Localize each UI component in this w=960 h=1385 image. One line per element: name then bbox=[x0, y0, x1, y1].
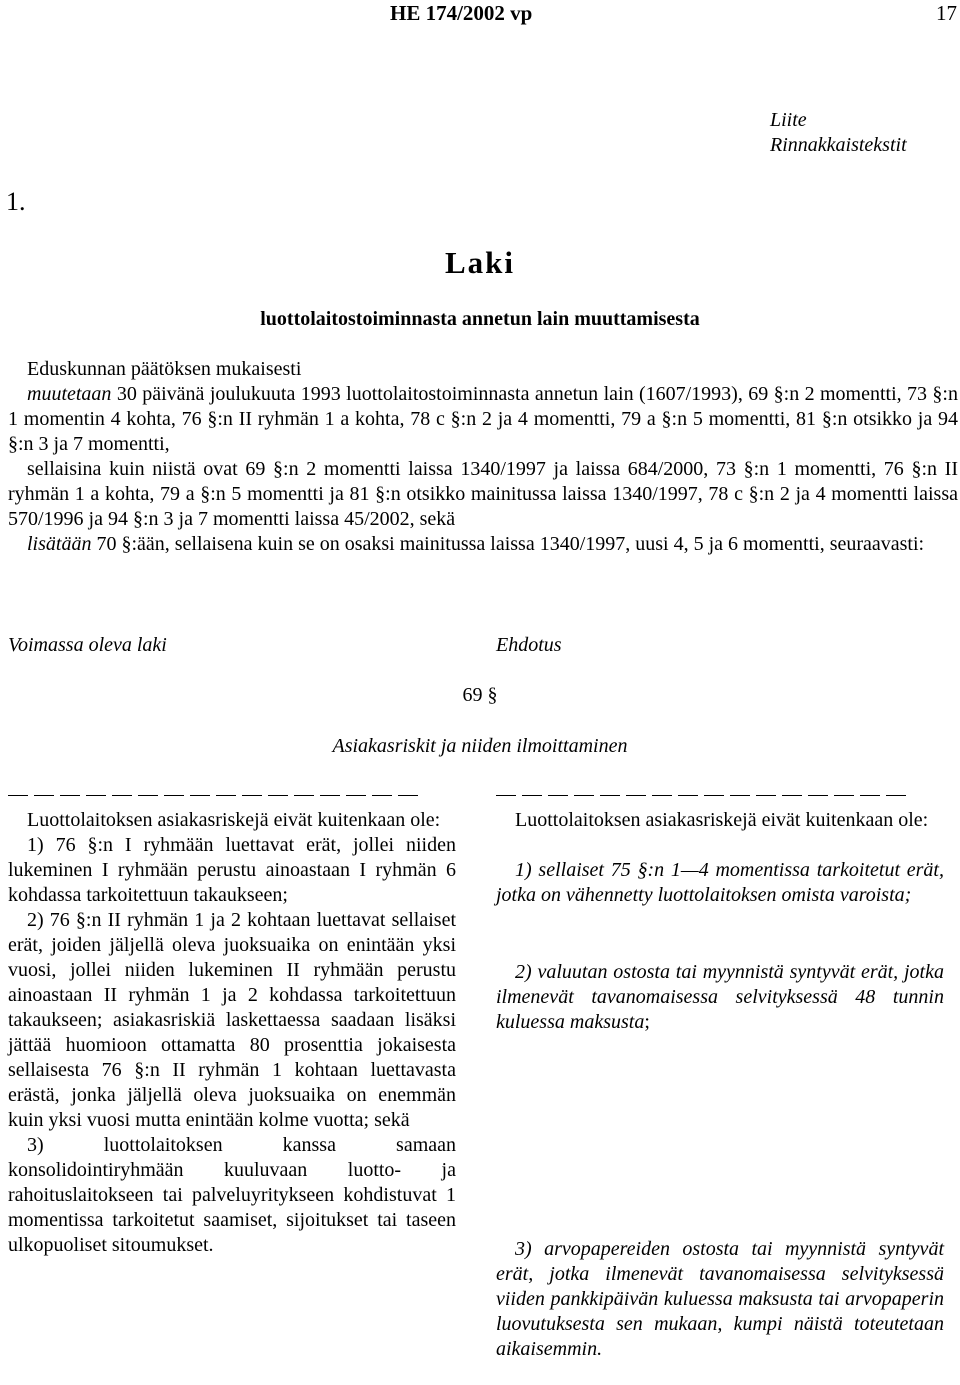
current-law-intro: Luottolaitoksen asiakasriskejä eivät kuitenkaan ole: bbox=[27, 809, 441, 831]
proposal-intro-block bbox=[496, 808, 944, 833]
law-title: Laki bbox=[444, 245, 516, 280]
proposal-item-1: 1) sellaiset 75 §:n 1—4 momentissa tarkoitetut erät, jotka on vähennetty luottolaitoksen omista varoista; bbox=[496, 859, 944, 906]
current-law-column bbox=[8, 808, 456, 1258]
document-id: HE 174/2002 vp bbox=[390, 1, 533, 25]
current-law-heading: Voimassa oleva laki bbox=[8, 634, 167, 656]
page-number: 17 bbox=[936, 1, 957, 25]
current-form-paragraph: sellaisina kuin niistä ovat 69 §:n 2 momentti laissa 1340/1997 ja laissa 684/2000, 73 §:n 1 momentti, 76 §:n II ryhmän 1 a kohta, 79 a §:n 5 momentti ja 81 §:n otsikko mainitussa laissa 1340/1997, 78 c §:n 2 ja 4 momentti laissa 570/1996 ja 94 §:n 3 ja 7 momentti laissa 45/2002, sekä bbox=[8, 458, 958, 530]
proposal-item-2-text: 2) valuutan ostosta tai myynnistä syntyvät erät, jotka ilmenevät tavanomaisessa selvityksessä 48 tunnin kuluessa maksusta bbox=[496, 961, 944, 1033]
current-law-item-3: 3) luottolaitoksen kanssa samaan konsolidointiryhmään kuuluvaan luotto- ja rahoituslaitokseen tai palveluyritykseen kohdistuvat 1 momentissa tarkoitetut saamiset, sijoitukset tai taseen ulkopuoliset sitoumukset. bbox=[8, 1134, 456, 1256]
proposal-heading: Ehdotus bbox=[496, 634, 562, 656]
proposal-item-2-block bbox=[496, 960, 944, 1035]
section-number: 69 § bbox=[462, 684, 498, 706]
current-law-item-1: 1) 76 §:n I ryhmään luettavat erät, jollei niiden lukeminen I ryhmään perustu ainoastaan I ryhmän 6 kohdassa tarkoitettuun takaukseen; bbox=[8, 834, 456, 906]
law-number: 1. bbox=[6, 187, 26, 216]
proposal-item-3: 3) arvopapereiden ostosta tai myynnistä syntyvät erät, jotka ilmenevät tavanomaisessa selvityksessä viiden pankkipäivän kuluessa maksusta tai arvopaperin luovutuksesta sen mukaan, kumpi näistä toteutetaan aikaisemmin. bbox=[496, 1238, 944, 1360]
proposal-intro: Luottolaitoksen asiakasriskejä eivät kuitenkaan ole: bbox=[515, 809, 929, 831]
amendment-text: 30 päivänä joulukuuta 1993 luottolaitostoiminnasta annetun lain (1607/1993), 69 §:n 2 momentti, 73 §:n 1 momentin 4 kohta, 76 §:n II ryhmän 1 a kohta, 78 c §:n 2 ja 4 momentti, 79 a §:n 5 momentti, 81 §:n otsikko ja 94 §:n 3 ja 7 momentti, bbox=[8, 383, 958, 455]
addition-verb: lisätään bbox=[27, 533, 92, 555]
addition-text: 70 §:ään, sellaisena kuin se on osaksi mainitussa laissa 1340/1997, uusi 4, 5 ja 6 momentti, seuraavasti: bbox=[91, 533, 925, 555]
proposal-item-2-end: ; bbox=[644, 1011, 650, 1033]
amendment-paragraph bbox=[8, 382, 958, 457]
amendment-verb: muutetaan bbox=[27, 383, 112, 405]
section-title: Asiakasriskit ja niiden ilmoittaminen bbox=[332, 735, 628, 757]
annex-line-1: Liite bbox=[770, 109, 807, 131]
annex-line-2: Rinnakkaistekstit bbox=[770, 134, 907, 156]
omission-dashes-right bbox=[496, 783, 906, 796]
annex-label bbox=[770, 108, 907, 158]
proposal-item-3-block bbox=[496, 1237, 944, 1362]
enactment-clause bbox=[8, 357, 958, 557]
proposal-item-2 bbox=[496, 960, 944, 1035]
omission-dashes-left bbox=[8, 783, 418, 796]
addition-paragraph bbox=[8, 532, 958, 557]
proposal-item-1-block bbox=[496, 858, 944, 908]
enactment-line: Eduskunnan päätöksen mukaisesti bbox=[27, 358, 302, 380]
current-law-item-2: 2) 76 §:n II ryhmän 1 ja 2 kohtaan luettavat sellaiset erät, joiden jäljellä oleva juoksuaika on enintään yksi vuosi, jollei niiden lukeminen II ryhmään perustu ainoastaan II ryhmän 1 ja 2 kohdassa tarkoitettuun takaukseen; asiakasriskiä laskettaessa saadaan lisäksi jättää huomioon ottamatta 80 prosenttia jokaisesta sellaisesta 76 §:n II ryhmän 1 kohtaan luettavasta erästä, jonka jäljellä oleva juoksuaika on enemmän kuin yksi vuosi mutta enintään kolme vuotta; sekä bbox=[8, 909, 456, 1131]
law-subtitle: luottolaitostoiminnasta annetun lain muuttamisesta bbox=[260, 308, 700, 330]
